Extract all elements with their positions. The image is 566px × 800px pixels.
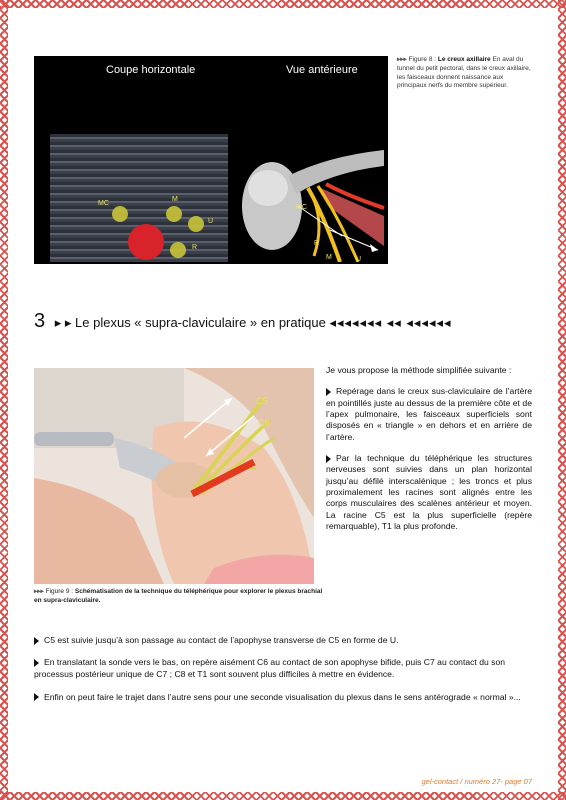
decorative-border-bottom [0, 792, 566, 800]
anat-label-r: R [314, 240, 320, 247]
bullet-arrow-icon [34, 637, 39, 645]
us-label-mc: MC [98, 200, 109, 207]
nerve-marker-u [188, 216, 204, 232]
figure-8-image [34, 56, 388, 264]
nerve-marker-mc [112, 206, 128, 222]
bullet-list [34, 634, 534, 713]
anat-label-u: U [356, 256, 362, 263]
us-label-u: U [208, 218, 214, 225]
figure-8-caption: ▸▸▸ Figure 8 : Le creux axillaire En aval du tunnel du petit pectoral, dans le creux axillaire, les faisceaux donnent naissance aux principaux nerfs du membre supérieur. [397, 56, 531, 90]
us-label-m: M [172, 196, 178, 203]
nerve-marker-m [166, 206, 182, 222]
ultrasound-panel [50, 134, 228, 262]
figure-9-caption: ▸▸▸ Figure 9 : Schématisation de la technique du téléphérique pour explorer le plexus brachial en supra-claviculaire. [34, 588, 323, 604]
method-text-column [326, 365, 532, 542]
anat-label-mc: MC [296, 204, 307, 211]
list-item: En translatant la sonde vers le bas, on repère aisément C6 au contact de son apophyse bifide, puis C7 au contact du son processus postérieur unique de C7 ; C8 et T1 sont souvent plus difficiles à mettre en évidence. [34, 657, 506, 680]
method-paragraph-2: Par la technique du téléphérique les structures nerveuses sont suivies dans un plan horizontal jusqu’au défilé interscalénique ; les troncs et plus proximalement les racines sont alignés entre les corps musculaires des scalènes antérieur et moyen. La racine C5 est la plus superficielle (repère remarquable), T1 la plus profonde. [326, 453, 532, 532]
decorative-border-top [0, 0, 566, 8]
section-number: 3 [34, 310, 46, 332]
list-item: C5 est suivie jusqu’à son passage au contact de l’apophyse transverse de C5 en forme de U. [34, 634, 534, 646]
nerve-marker-r [170, 242, 186, 258]
page-footer: gel-contact / numéro 27- page 07 [421, 777, 532, 786]
artery-marker [128, 224, 164, 260]
us-label-r: R [192, 244, 198, 251]
shoulder-anatomy-illustration [238, 136, 386, 262]
figure-9-label-c5: C5 [256, 396, 268, 406]
section-heading [34, 310, 534, 333]
bullet-arrow-icon [34, 659, 39, 667]
bullet-arrow-icon [326, 388, 331, 396]
heading-arrows-right: ◂◂◂◂◂◂◂ ◂◂ ◂◂◂◂◂◂ [329, 315, 452, 330]
list-item: Enfin on peut faire le trajet dans l’autre sens pour une seconde visualisation du plexus dans le sens antérograde « normal »... [34, 691, 534, 703]
section-title: Le plexus « supra-claviculaire » en pratique [75, 315, 326, 330]
bullet-arrow-icon [34, 693, 39, 701]
decorative-border-left [0, 0, 8, 800]
figure-8-label-right: Vue antérieure [286, 64, 358, 76]
method-paragraph-1: Repérage dans le creux sus-claviculaire de l’artère en pointillés juste au dessus de la première côte et de l’apex pulmonaire, les faisceaux superficiels sont disposés en « triangle » en dehors et en arrière de l’artère. [326, 386, 532, 442]
anat-label-m: M [326, 254, 332, 261]
figure-9-label-c6: C6 [258, 418, 270, 428]
bullet-arrow-icon [326, 455, 331, 463]
method-intro: Je vous propose la méthode simplifiée suivante : [326, 365, 512, 375]
heading-arrows-left: ▸ ▸ [54, 315, 72, 330]
figure-9-photo [34, 368, 314, 584]
figure-8-label-left: Coupe horizontale [106, 64, 196, 76]
decorative-border-right [558, 0, 566, 800]
